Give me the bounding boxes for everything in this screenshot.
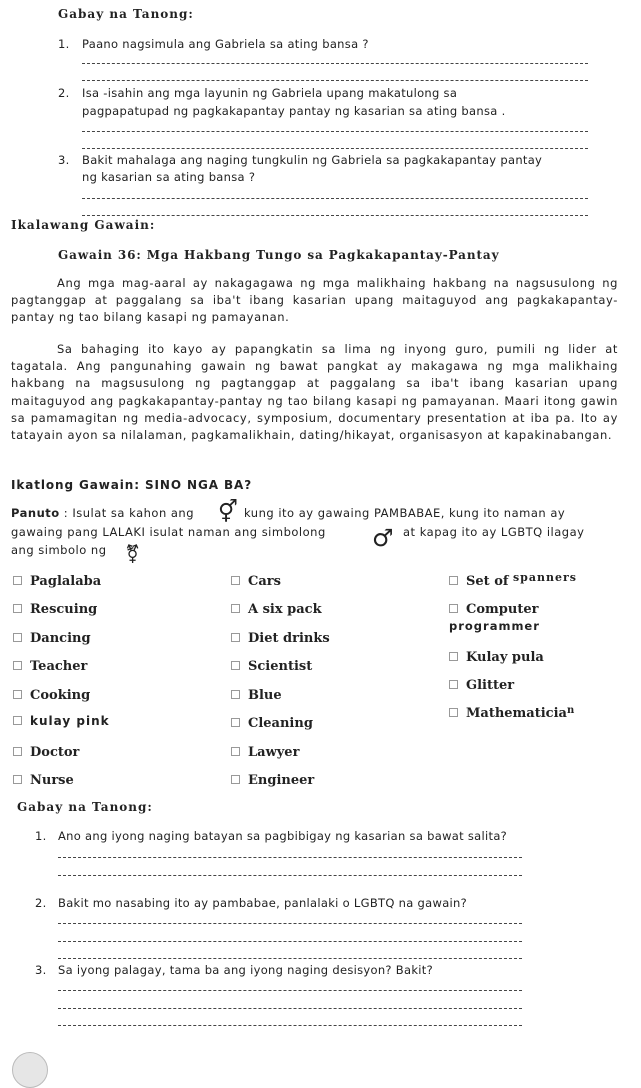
- word-item-cont: programmer: [449, 619, 540, 633]
- ikalawang-gawain-label: Ikalawang Gawain:: [11, 218, 156, 232]
- question-text-cont: ng kasarian sa ating bansa ?: [82, 170, 256, 184]
- word-item[interactable]: Cars: [231, 574, 281, 589]
- word-item[interactable]: Diet drinks: [231, 631, 330, 646]
- ikatlong-gawain-label: Ikatlong Gawain: SINO NGA BA?: [11, 478, 253, 492]
- question-text: Paano nagsimula ang Gabriela sa ating bansa ?: [82, 37, 369, 51]
- checkbox[interactable]: [449, 604, 458, 613]
- checkbox[interactable]: [231, 633, 240, 642]
- answer-line[interactable]: [82, 80, 588, 81]
- answer-line[interactable]: [58, 958, 522, 959]
- checkbox[interactable]: [231, 718, 240, 727]
- seal-logo: [12, 1052, 48, 1088]
- checkbox[interactable]: [13, 661, 22, 670]
- question-text: Ano ang iyong naging batayan sa pagbibigay ng kasarian sa bawat salita?: [58, 829, 508, 843]
- answer-line[interactable]: [58, 1025, 522, 1026]
- checkbox[interactable]: [13, 747, 22, 756]
- checkbox[interactable]: [231, 775, 240, 784]
- answer-line[interactable]: [82, 198, 588, 199]
- answer-line[interactable]: [58, 875, 522, 876]
- question-text-cont: pagpapatupad ng pagkakapantay pantay ng kasarian sa ating bansa .: [82, 104, 506, 118]
- panuto-text: at kapag ito ay LGBTQ ilagay: [403, 525, 585, 539]
- word-item[interactable]: Glitter: [449, 678, 514, 693]
- word-item[interactable]: Blue: [231, 688, 282, 703]
- panuto-line-1: Panuto : Isulat sa kahon ang: [11, 506, 195, 520]
- checkbox[interactable]: [13, 775, 22, 784]
- answer-line[interactable]: [82, 148, 588, 149]
- gawain-title: Gawain 36: Mga Hakbang Tungo sa Pagkakapantay-Pantay: [58, 248, 500, 262]
- checkbox[interactable]: [13, 690, 22, 699]
- checkbox[interactable]: [449, 708, 458, 717]
- checkbox[interactable]: [449, 680, 458, 689]
- answer-line[interactable]: [58, 1008, 522, 1009]
- checkbox[interactable]: [231, 576, 240, 585]
- question-text: Bakit mahalaga ang naging tungkulin ng Gabriela sa pagkakapantay pantay: [82, 153, 543, 167]
- answer-line[interactable]: [82, 63, 588, 64]
- answer-line[interactable]: [58, 990, 522, 991]
- word-item[interactable]: Dancing: [13, 631, 91, 646]
- word-item[interactable]: Lawyer: [231, 745, 299, 760]
- male-symbol-icon: ♂: [372, 524, 394, 552]
- word-item[interactable]: Set of $^{spanners}$: [449, 574, 577, 589]
- word-item[interactable]: Cooking: [13, 688, 90, 703]
- question-number: 1.: [35, 829, 47, 843]
- word-item[interactable]: A six pack: [231, 602, 322, 617]
- question-text: Sa iyong palagay, tama ba ang iyong naging desisyon? Bakit?: [58, 963, 433, 977]
- checkbox[interactable]: [231, 604, 240, 613]
- question-text: Bakit mo nasabing ito ay pambabae, panlalaki o LGBTQ na gawain?: [58, 896, 468, 910]
- checkbox[interactable]: [449, 576, 458, 585]
- section2-heading: Gabay na Tanong:: [17, 800, 153, 814]
- panuto-text: gawaing pang LALAKI isulat naman ang simbolong: [11, 525, 326, 539]
- question-number: 2.: [58, 86, 70, 100]
- lgbtq-symbol-icon: ⚧: [125, 544, 141, 565]
- word-item[interactable]: Doctor: [13, 745, 79, 760]
- answer-line[interactable]: [58, 941, 522, 942]
- answer-line[interactable]: [82, 131, 588, 132]
- panuto-label: Panuto: [11, 506, 60, 520]
- word-item[interactable]: Engineer: [231, 773, 314, 788]
- word-item[interactable]: Nurse: [13, 773, 74, 788]
- checkbox[interactable]: [13, 576, 22, 585]
- answer-line[interactable]: [58, 923, 522, 924]
- question-number: 3.: [58, 153, 70, 167]
- question-number: 1.: [58, 37, 70, 51]
- paragraph-1: Ang mga mag-aaral ay nakagagawa ng mga malikhaing hakbang na nagsusulong ng pagtanggap at paggalang sa iba't ibang kasarian upang maitaguyod ang pagkakapantay-pantay ng tao bilang kasapi ng pamayanan.: [11, 276, 618, 325]
- panuto-text: kung ito ay gawaing PAMBABAE, kung ito naman ay: [244, 506, 566, 520]
- word-item[interactable]: Scientist: [231, 659, 312, 674]
- word-item[interactable]: Mathematicia$^n$: [449, 706, 574, 721]
- female-symbol-icon: ⚥: [218, 500, 238, 525]
- question-number: 3.: [35, 963, 47, 977]
- word-item[interactable]: Kulay pula: [449, 650, 544, 665]
- panuto-text: ang simbolo ng: [11, 543, 107, 557]
- word-item[interactable]: Computer: [449, 602, 538, 617]
- question-text: Isa -isahin ang mga layunin ng Gabriela upang makatulong sa: [82, 86, 458, 100]
- checkbox[interactable]: [13, 716, 22, 725]
- checkbox[interactable]: [449, 652, 458, 661]
- section1-heading: Gabay na Tanong:: [58, 7, 194, 21]
- checkbox[interactable]: [13, 604, 22, 613]
- word-item[interactable]: kulay pink: [13, 714, 110, 728]
- checkbox[interactable]: [231, 690, 240, 699]
- word-item[interactable]: Teacher: [13, 659, 87, 674]
- checkbox[interactable]: [231, 747, 240, 756]
- checkbox[interactable]: [231, 661, 240, 670]
- word-item[interactable]: Rescuing: [13, 602, 97, 617]
- paragraph-2: Sa bahaging ito kayo ay papangkatin sa lima ng inyong guro, pumili ng lider at tagatala. Ang pangunahing gawain ng bawat pangkat ay makagawa ng mga malikhaing hakbang na magsusulong ng pagtanggap at paggalang sa iba't ibang kasarian upang maitaguyod ang pagkakapantay-pantay ng tao bilang kasapi ng pamayanan. Maari itong gawin sa pamamagitan ng media-advocacy, symposium, documentary presentation at iba pa. Ito ay tatayain ayon sa nilalaman, pagkamalikhain, dating/hikayat, organisasyon at kapakinabangan.: [11, 342, 618, 443]
- checkbox[interactable]: [13, 633, 22, 642]
- word-item[interactable]: Paglalaba: [13, 574, 101, 589]
- answer-line[interactable]: [58, 857, 522, 858]
- word-item[interactable]: Cleaning: [231, 716, 313, 731]
- question-number: 2.: [35, 896, 47, 910]
- answer-line[interactable]: [82, 215, 588, 216]
